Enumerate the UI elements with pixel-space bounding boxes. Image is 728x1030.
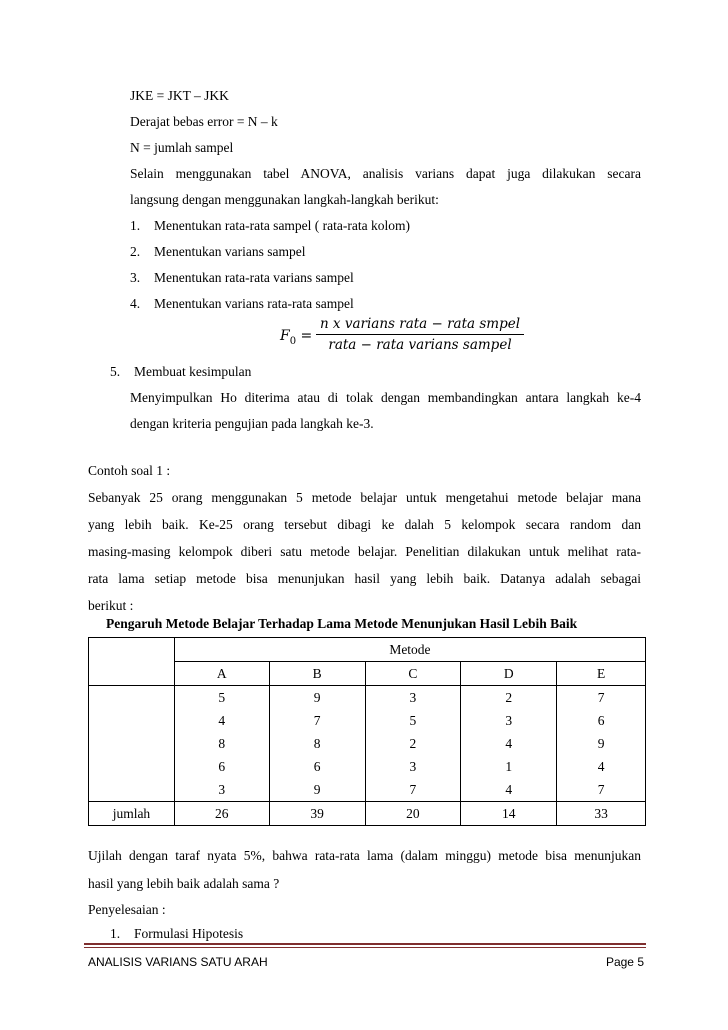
example-line-4: rata lama setiap metode bisa menunjukan hasil yang lebih baik. Datanya adalah sebagai bbox=[88, 571, 641, 586]
step-text: Menentukan rata-rata sampel ( rata-rata kolom) bbox=[154, 218, 410, 233]
total-label: jumlah bbox=[89, 802, 175, 826]
jke-formula-line: JKE = JKT – JKK bbox=[130, 88, 229, 103]
question-line1: Ujilah dengan taraf nyata 5%, bahwa rata-rata lama (dalam minggu) metode bisa menunjukan bbox=[88, 848, 641, 863]
df-error-line: Derajat bebas error = N – k bbox=[130, 114, 278, 129]
table-cell: 4 bbox=[174, 709, 269, 732]
example-line-2: yang lebih baik. Ke-25 orang tersebut dibagi ke dalah 5 kelompok secara random dan bbox=[88, 517, 641, 532]
table-cell: 6 bbox=[557, 709, 646, 732]
formula-numerator: n x varians rata − rata smpel bbox=[316, 316, 524, 335]
metode-group-header bbox=[174, 638, 645, 662]
total-cell: 14 bbox=[461, 802, 557, 826]
step-item-4 bbox=[130, 296, 354, 312]
step-title: Membuat kesimpulan bbox=[134, 364, 252, 379]
example-line-5: berikut : bbox=[88, 598, 134, 613]
footer-rule bbox=[84, 943, 646, 945]
table-cell: 8 bbox=[269, 732, 365, 755]
step-number: 1. bbox=[130, 218, 141, 233]
total-cell: 33 bbox=[557, 802, 646, 826]
table-row bbox=[89, 686, 646, 710]
question-line2: hasil yang lebih baik adalah sama ? bbox=[88, 876, 280, 891]
table-cell: 1 bbox=[461, 755, 557, 778]
example-heading: Contoh soal 1 : bbox=[88, 463, 171, 478]
table-cell: 6 bbox=[174, 755, 269, 778]
solution-heading: Penyelesaian : bbox=[88, 902, 166, 917]
step-item-5 bbox=[110, 364, 251, 380]
table-cell: 8 bbox=[174, 732, 269, 755]
table-cell: 3 bbox=[174, 778, 269, 802]
step-text: Menentukan rata-rata varians sampel bbox=[154, 270, 354, 285]
table-label-cell bbox=[89, 686, 175, 802]
table-cell: 9 bbox=[269, 778, 365, 802]
footer-rule-thin bbox=[84, 947, 646, 948]
total-cell: 26 bbox=[174, 802, 269, 826]
table-total-row bbox=[89, 802, 646, 826]
formula-equals: = bbox=[296, 328, 313, 344]
footer-title: ANALISIS VARIANS SATU ARAH bbox=[88, 955, 268, 969]
example-line-1: Sebanyak 25 orang menggunakan 5 metode belajar untuk mengetahui metode belajar mana bbox=[88, 490, 641, 505]
table-cell: 7 bbox=[365, 778, 461, 802]
table-header-row bbox=[89, 638, 646, 662]
step-number: 3. bbox=[130, 270, 141, 285]
table-cell: 2 bbox=[365, 732, 461, 755]
table-corner-cell bbox=[89, 638, 175, 686]
table-cell: 3 bbox=[365, 755, 461, 778]
table-cell: 5 bbox=[365, 709, 461, 732]
step-number: 2. bbox=[130, 244, 141, 259]
table-cell: 2 bbox=[461, 686, 557, 710]
intro-paragraph-line1: Selain menggunakan tabel ANOVA, analisis varians dapat juga dilakukan secara bbox=[130, 166, 641, 181]
step-text: Menentukan varians sampel bbox=[154, 244, 306, 259]
total-cell: 39 bbox=[269, 802, 365, 826]
table-cell: 4 bbox=[557, 755, 646, 778]
formula-lhs bbox=[280, 328, 312, 347]
table-cell: 9 bbox=[557, 732, 646, 755]
table-cell: 4 bbox=[461, 778, 557, 802]
column-header-e: E bbox=[557, 662, 646, 686]
column-header-b: B bbox=[269, 662, 365, 686]
data-table bbox=[88, 637, 646, 826]
n-definition-line: N = jumlah sampel bbox=[130, 140, 234, 155]
intro-paragraph-line2: langsung dengan menggunakan langkah-langkah berikut: bbox=[130, 192, 439, 207]
step-item-3 bbox=[130, 270, 354, 286]
step-text: Formulasi Hipotesis bbox=[134, 926, 244, 941]
step-text: Menentukan varians rata-rata sampel bbox=[154, 296, 354, 311]
step-number: 4. bbox=[130, 296, 141, 311]
table-cell: 3 bbox=[461, 709, 557, 732]
example-line-3: masing-masing kelompok diberi satu metode belajar. Penelitian dilakukan untuk melihat rata- bbox=[88, 544, 641, 559]
metode-header-text: Metode bbox=[389, 641, 431, 657]
formula-f: F bbox=[280, 328, 290, 344]
table-cell: 6 bbox=[269, 755, 365, 778]
step-item-1 bbox=[130, 218, 410, 234]
table-cell: 5 bbox=[174, 686, 269, 710]
table-cell: 3 bbox=[365, 686, 461, 710]
column-header-a: A bbox=[174, 662, 269, 686]
step-item-2 bbox=[130, 244, 305, 260]
column-header-c: C bbox=[365, 662, 461, 686]
formula-subscript: 0 bbox=[289, 335, 297, 347]
column-header-d: D bbox=[461, 662, 557, 686]
table-cell: 7 bbox=[269, 709, 365, 732]
table-title: Pengaruh Metode Belajar Terhadap Lama Metode Menunjukan Hasil Lebih Baik bbox=[106, 616, 578, 631]
step5-line2: dengan kriteria pengujian pada langkah ke-3. bbox=[130, 416, 374, 431]
total-cell: 20 bbox=[365, 802, 461, 826]
table-cell: 7 bbox=[557, 686, 646, 710]
table-cell: 9 bbox=[269, 686, 365, 710]
step-number: 1. bbox=[110, 926, 121, 941]
page-number: Page 5 bbox=[605, 955, 644, 969]
table-cell: 4 bbox=[461, 732, 557, 755]
solution-step-1 bbox=[110, 926, 243, 942]
table-cell: 7 bbox=[557, 778, 646, 802]
step5-line1: Menyimpulkan Ho diterima atau di tolak dengan membandingkan antara langkah ke-4 bbox=[130, 390, 641, 405]
formula-denominator: rata − rata varians sampel bbox=[328, 337, 512, 353]
step-number: 5. bbox=[110, 364, 121, 379]
formula-fraction bbox=[316, 316, 524, 353]
